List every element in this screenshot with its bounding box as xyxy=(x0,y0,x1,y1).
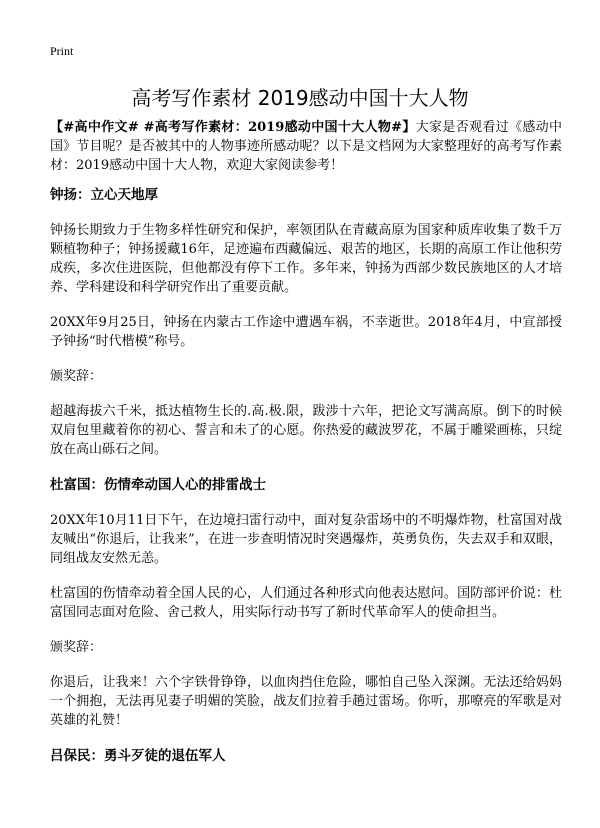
award-text: 你退后，让我来！六个字铁骨铮铮，以血肉挡住危险，哪怕自己坠入深渊。无法还给妈妈一个拥抱，无法再见妻子明媚的笑脸，战友们拉着手趟过雷场。你听，那嘹亮的军歌是对英雄的礼赞！ xyxy=(50,675,562,728)
intro-text: 大家是否观看过《感动中国》节目呢？是否被其中的人物事迹所感动呢？以下是文档网为大家整理好的高考写作素材：2019感动中国十大人物，欢迎大家阅读参考！ xyxy=(50,120,562,173)
section-heading-lv-baomin: 吕保民：勇斗歹徒的退伍军人 xyxy=(50,748,226,764)
article-body xyxy=(50,118,562,782)
award-label: 颁奖辞： xyxy=(50,640,103,655)
award-text: 超越海拔六千米，抵达植物生长的.高.极.限，跋涉十六年，把论文写满高原。倒下的时候双肩包里藏着你的初心、誓言和未了的心愿。你热爱的藏波罗花，不属于雕梁画栋，只绽放在高山砾石之间。 xyxy=(50,404,562,457)
award-label: 颁奖辞： xyxy=(50,369,103,384)
intro-paragraph xyxy=(50,118,562,175)
section-paragraph: 钟扬长期致力于生物多样性研究和保护，率领团队在青藏高原为国家种质库收集了数千万颗植物种子；钟扬援藏16年，足迹遍布西藏偏远、艰苦的地区，长期的高原工作让他积劳成疾，多次住进医院，但他都没有停下工作。多年来，钟扬为西部少数民族地区的人才培养、学科建设和科学研究作出了重要贡献。 xyxy=(50,223,562,295)
page-title: 高考写作素材 2019感动中国十大人物 xyxy=(131,86,469,110)
intro-tag: 【#高中作文# #高考写作素材：2019感动中国十大人物#】 xyxy=(50,120,416,135)
section-paragraph: 20XX年10月11日下午，在边境扫雷行动中，面对复杂雷场中的不明爆炸物，杜富国对战友喊出“你退后，让我来”，在进一步查明情况时突遇爆炸，英勇负伤，失去双手和双眼，同组战友安然无恙。 xyxy=(50,513,562,566)
section-paragraph: 杜富国的伤情牵动着全国人民的心，人们通过各种形式向他表达慰问。国防部评价说：杜富国同志面对危险、舍己救人，用实际行动书写了新时代革命军人的使命担当。 xyxy=(50,586,562,620)
print-label[interactable]: Print xyxy=(50,44,74,58)
section-paragraph: 20XX年9月25日，钟扬在内蒙古工作途中遭遇车祸，不幸逝世。2018年4月，中宣部授予钟扬“时代楷模”称号。 xyxy=(50,315,562,349)
section-heading-zhong-yang: 钟扬：立心天地厚 xyxy=(50,187,158,203)
section-heading-du-fuguo: 杜富国：伤情牵动国人心的排雷战士 xyxy=(50,477,266,493)
